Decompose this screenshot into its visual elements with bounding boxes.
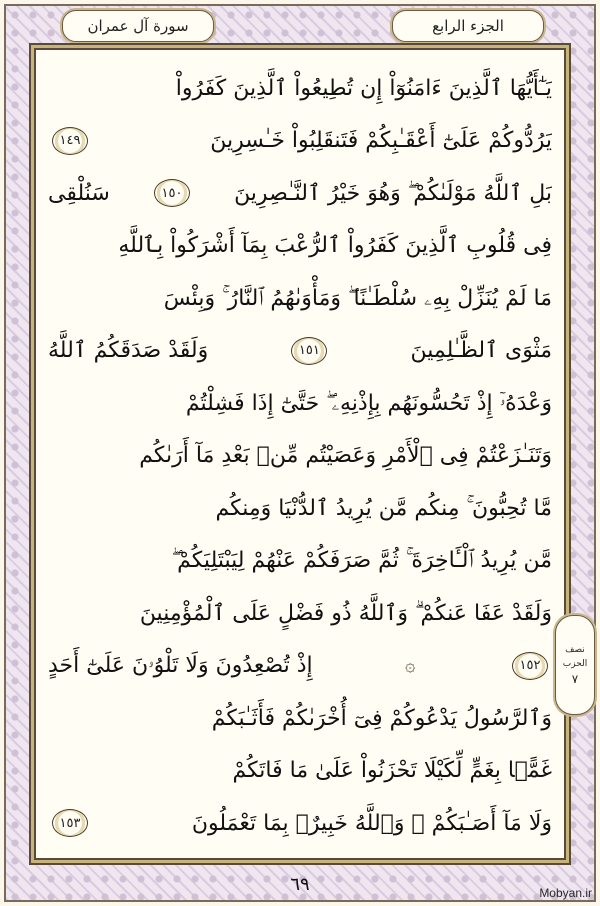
verse-text: مَثْوَى ٱلظَّـٰلِمِينَ [410, 338, 552, 364]
verse-line [48, 692, 552, 745]
verse-line [48, 430, 552, 483]
verse-text: إِذْ تُصْعِدُونَ وَلَا تَلْوُۥنَ عَلَىٰٓ أَحَدٍ [48, 653, 313, 679]
page-number: ٦٩ [290, 874, 310, 895]
verse-text: وَتَنَـٰزَعْتُمْ فِى ٱلْأَمْرِ وَعَصَيْتُم مِّنۢ بَعْدِ مَآ أَرَىٰكُم [139, 443, 552, 469]
verse-line [48, 377, 552, 430]
hizb-word: الحزب [562, 659, 588, 669]
ayah-number-marker: ١٤٩ [52, 127, 88, 155]
verse-line [48, 745, 552, 798]
juz-header [392, 10, 544, 42]
verse-text: غَمًّۢا بِغَمٍّ لِّكَيْلَا تَحْزَنُواْ عَلَىٰ مَا فَاتَكُمْ [232, 758, 552, 784]
surah-title: سورة آل عمران [87, 17, 189, 35]
verse-text: مَا لَمْ يُنَزِّلْ بِهِۦ سُلْطَـٰنًا ۖ وَمَأْوَىٰهُمُ ٱلنَّارُ ۚ وَبِئْسَ [163, 285, 552, 311]
verse-text: مَّا تُحِبُّونَ ۚ مِنكُم مَّن يُرِيدُ ٱلدُّنْيَا وَمِنكُم [215, 495, 552, 521]
rub-el-hizb-icon: ۞ [405, 655, 416, 677]
verse-line [48, 640, 552, 693]
ayah-number-marker: ١٥١ [291, 337, 327, 365]
verse-line [48, 797, 552, 850]
verse-line [48, 272, 552, 325]
verse-text: سَنُلْقِى [48, 180, 110, 206]
ayah-number-marker: ١٥٢ [512, 652, 548, 680]
verse-text: وَلَقَدْ عَفَا عَنكُمْ ۗ وَٱللَّهُ ذُو فَضْلٍ عَلَى ٱلْمُؤْمِنِينَ [139, 600, 552, 626]
verse-text: مَّن يُرِيدُ ٱلْـَٔاخِرَةَ ۚ ثُمَّ صَرَفَكُمْ عَنْهُمْ لِيَبْتَلِيَكُمْ ۖ [171, 548, 552, 574]
hizb-fraction-label: نصف [565, 645, 585, 655]
hizb-number: ٧ [571, 672, 579, 686]
verse-line [48, 220, 552, 273]
verse-line [48, 587, 552, 640]
watermark-link[interactable]: Mobyan.ir [539, 886, 592, 900]
verse-line [48, 325, 552, 378]
verse-text: وَٱلرَّسُولُ يَدْعُوكُمْ فِىٓ أُخْرَىٰكُمْ فَأَثَـٰبَكُمْ [211, 705, 552, 731]
verse-line [48, 115, 552, 168]
verse-text-area [48, 62, 552, 850]
juz-title: الجزء الرابع [432, 17, 504, 35]
ayah-number-marker: ١٥٠ [154, 179, 190, 207]
verse-text: وَلَقَدْ صَدَقَكُمُ ٱللَّهُ [48, 338, 209, 364]
ayah-number-marker: ١٥٣ [52, 809, 88, 837]
verse-line [48, 535, 552, 588]
verse-line [48, 482, 552, 535]
verse-text: يَرُدُّوكُمْ عَلَىٰٓ أَعْقَـٰبِكُمْ فَتَنقَلِبُواْ خَـٰسِرِينَ [210, 128, 552, 154]
verse-text: بَلِ ٱللَّهُ مَوْلَىٰكُمْ ۖ وَهُوَ خَيْرُ ٱلنَّـٰصِرِينَ [234, 180, 552, 206]
surah-header [62, 10, 214, 42]
verse-text: وَلَا مَآ أَصَـٰبَكُمْ ۗ وَٱللَّهُ خَبِيرٌۢ بِمَا تَعْمَلُونَ [191, 810, 552, 836]
verse-text: يَـٰٓأَيُّهَا ٱلَّذِينَ ءَامَنُوٓاْ إِن تُطِيعُواْ ٱلَّذِينَ كَفَرُواْ [175, 75, 552, 101]
verse-text: وَعْدَهُۥٓ إِذْ تَحُسُّونَهُم بِإِذْنِهِۦ ۖ حَتَّىٰٓ إِذَا فَشِلْتُمْ [185, 390, 552, 416]
verse-line [48, 167, 552, 220]
verse-text: فِى قُلُوبِ ٱلَّذِينَ كَفَرُواْ ٱلرُّعْبَ بِمَآ أَشْرَكُواْ بِٱللَّهِ [118, 233, 552, 259]
verse-line [48, 62, 552, 115]
hizb-marker [555, 615, 595, 715]
